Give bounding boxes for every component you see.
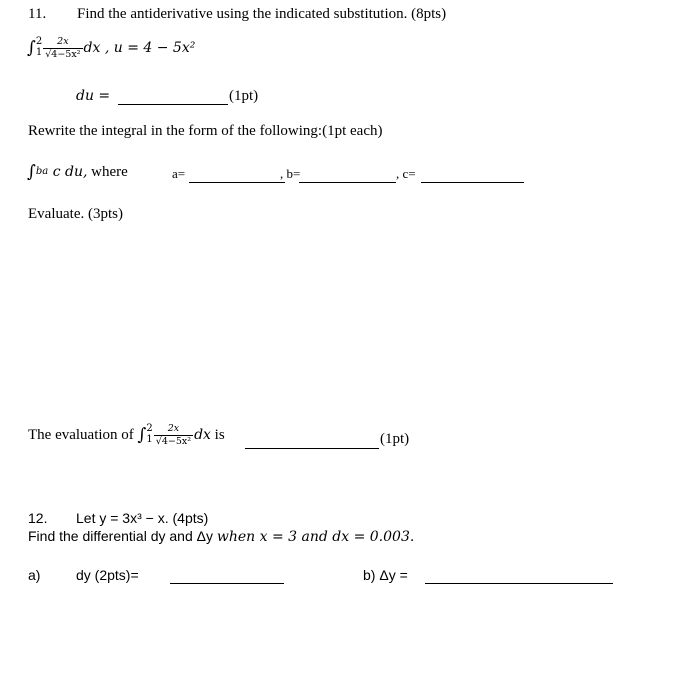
evaluation-points: (1pt) [380,431,410,447]
b-label: , b= [280,166,301,181]
integral-sign: ∫ [27,38,36,58]
q12-find: Find the differential dy and Δy when x = 3 and dx = 0.003. [28,528,415,545]
q11-prompt: Find the antiderivative using the indicated substitution. (8pts) [77,6,447,22]
substitution: , u = 4 − 5x² [104,40,196,56]
a-answer-blank[interactable] [189,181,285,183]
part-a-label: a) [28,567,41,583]
evaluation-answer-blank[interactable] [245,447,379,449]
form-integral-sign: ∫ [27,162,36,182]
q11-integral [27,37,195,59]
du-answer-blank[interactable] [118,103,228,105]
evaluation-line: The evaluation of ∫ 2 1 $\frac{2x}{\text{√4−5x²}}$ dx is [28,423,225,447]
a-label: a= [172,166,186,181]
q11-number: 11. [28,6,47,22]
dy-answer-blank[interactable] [170,582,284,584]
delta-y-answer-blank[interactable] [425,582,613,584]
form-integral: ∫ba c du, where [27,162,128,182]
c-label: , c= [396,166,416,181]
b-answer-blank[interactable] [299,181,396,183]
integrand-fraction: $\frac{2x}{\text{√4−5x²}}$ [45,36,81,60]
integral-dx: dx [83,40,101,56]
c-answer-blank[interactable] [421,181,524,183]
q12-let: Let y = 3x³ − x. (4pts) [76,510,209,526]
integral-limits: 2 1 [35,36,43,58]
du-points: (1pt) [229,88,259,104]
part-a-text: dy (2pts)= [76,567,139,583]
q12-number: 12. [28,510,48,526]
evaluate-label: Evaluate. (3pts) [28,206,123,222]
part-b-text: b) Δy = [363,567,408,583]
rewrite-prompt: Rewrite the integral in the form of the following:(1pt each) [28,123,383,139]
form-limits: ba [35,165,49,177]
du-label: du = [76,88,111,104]
